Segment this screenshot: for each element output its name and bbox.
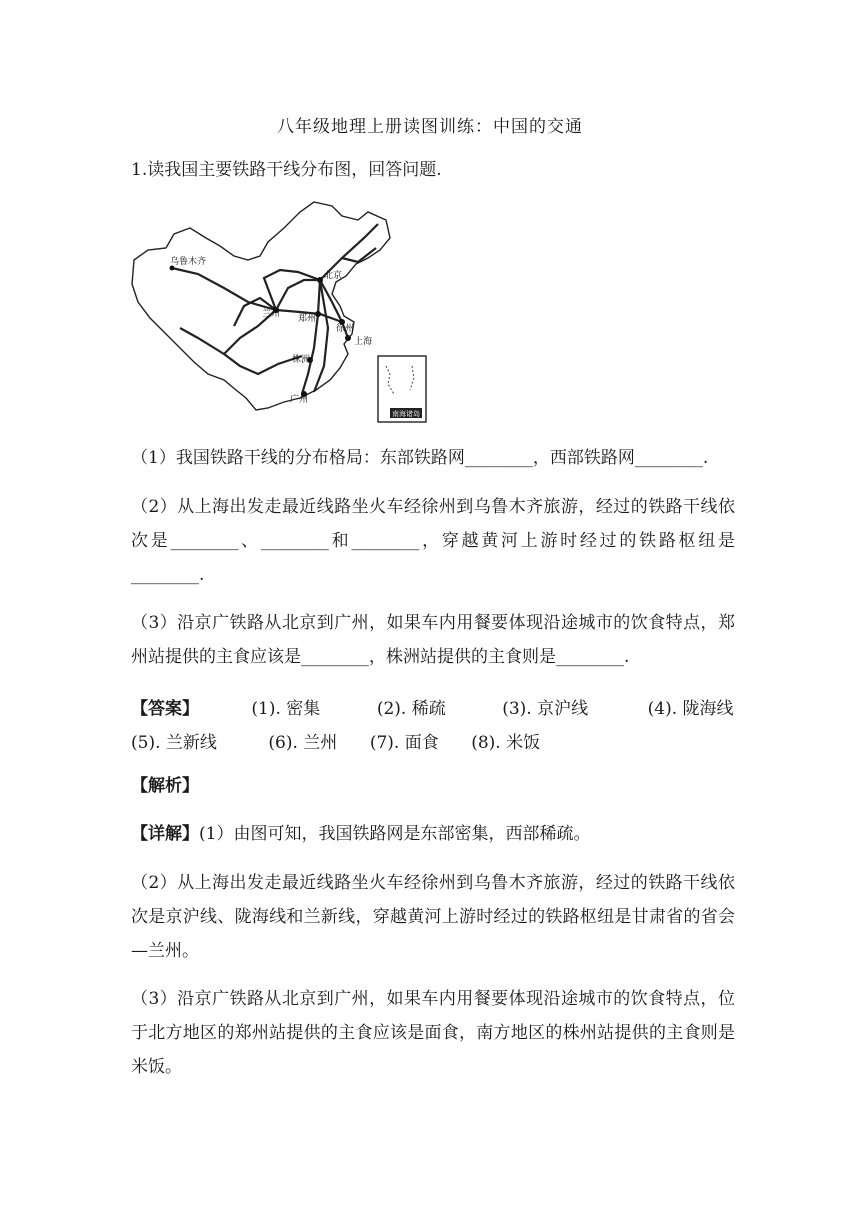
- rail-baolan: [276, 280, 320, 310]
- label-guangzhou: 广州: [290, 395, 309, 405]
- label-lanzhou: 兰州: [262, 309, 281, 319]
- answer-item: (2). 稀疏: [376, 699, 446, 719]
- railway-map: [128, 198, 428, 426]
- answer-item: (7). 面食: [369, 733, 439, 753]
- answer-item: (8). 米饭: [471, 733, 541, 753]
- label-urumqi: 乌鲁木齐: [170, 257, 207, 267]
- rail-jingguang: [302, 280, 320, 394]
- rail-northeast-2: [342, 248, 376, 262]
- page-title: 八年级地理上册读图训练：中国的交通: [277, 117, 583, 137]
- detail-paragraph-2: （2）从上海出发走最近线路坐火车经徐州到乌鲁木齐旅游，经过的铁路干线依次是京沪线、陇海线和兰新线，穿越黄河上游时经过的铁路枢纽是甘肃省的省会—兰州。: [131, 873, 735, 961]
- label-zhengzhou: 郑州: [298, 314, 317, 324]
- rail-xiangqian: [180, 328, 224, 354]
- label-xuzhou: 徐州: [336, 324, 355, 334]
- detail-paragraph-3: （3）沿京广铁路从北京到广州，如果车内用餐要体现沿途城市的饮食特点，位于北方地区的郑州站提供的主食应该是面食，南方地区的株州站提供的主食则是米饭。: [131, 989, 735, 1077]
- answer-row-2: [131, 728, 540, 753]
- answer-item: (4). 陇海线: [647, 699, 734, 719]
- question-1: （1）我国铁路干线的分布格局：东部铁路网________，西部铁路网________.: [131, 448, 709, 468]
- south-sea-inset: [378, 356, 426, 422]
- detail-label: 【详解】: [131, 824, 199, 844]
- answer-row-1: [131, 694, 734, 719]
- answer-item: (5). 兰新线: [131, 733, 217, 753]
- question-2: （2）从上海出发走最近线路坐火车经徐州到乌鲁木齐旅游，经过的铁路干线依次是________、________和________，穿越黄河上游时经过的铁路枢纽是________.: [131, 497, 735, 585]
- analysis-label: 【解析】: [131, 776, 199, 796]
- detail-paragraph-1: [131, 818, 590, 851]
- rail-lanxin: [172, 268, 276, 310]
- label-shanghai: 上海: [354, 337, 373, 347]
- question-3: （3）沿京广铁路从北京到广州，如果车内用餐要体现沿途城市的饮食特点，郑州站提供的主食应该是________，株洲站提供的主食则是________.: [131, 613, 735, 667]
- label-zhuzhou: 株洲: [292, 355, 311, 365]
- answer-item: (1). 密集: [251, 699, 321, 719]
- detail-text-1: (1）由图可知，我国铁路网是东部密集，西部稀疏。: [199, 824, 591, 844]
- rail-jingbao: [264, 270, 320, 310]
- answer-item: (6). 兰州: [268, 733, 338, 753]
- label-south-sea: 南海诸岛: [392, 410, 420, 418]
- question-stem: 1.读我国主要铁路干线分布图，回答问题.: [131, 160, 442, 180]
- rail-southwest: [224, 310, 302, 374]
- answer-item: (3). 京沪线: [502, 699, 589, 719]
- label-beijing: 北京: [324, 271, 343, 281]
- answer-label: 【答案】: [131, 699, 199, 719]
